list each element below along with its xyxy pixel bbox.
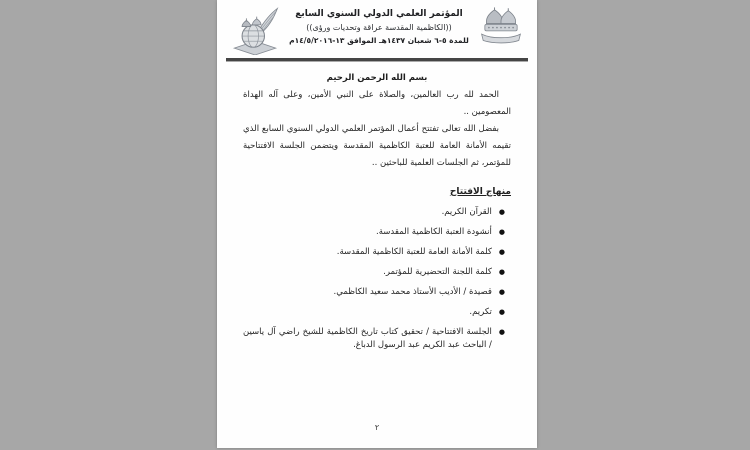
- document-body: [217, 62, 537, 351]
- bullet-icon: ●: [498, 268, 505, 276]
- bullet-icon: ●: [498, 248, 505, 256]
- list-item-text: أنشودة العتبة الكاظمية المقدسة.: [376, 227, 492, 237]
- basmala-line: بسم الله الرحمن الرحيم: [326, 73, 428, 83]
- kadhimiya-shrine-emblem-icon: [475, 5, 527, 47]
- bullet-icon: ●: [498, 308, 505, 316]
- list-item: [243, 246, 505, 259]
- list-item-text: القرآن الكريم.: [441, 207, 492, 217]
- bullet-icon: ●: [498, 228, 505, 236]
- paragraph: الحمد لله رب العالمين، والصلاة على النبي الأمين، وعلى آله الهداة المعصومين ..: [243, 90, 511, 117]
- document-page: [217, 0, 537, 448]
- conference-date-line: للمدة ٥-٦ شعبان ١٤٣٧هـ الموافق ١٣-١٤/٥/٢٠١٦م: [289, 36, 469, 45]
- bullet-icon: ●: [498, 208, 505, 216]
- conference-emblem-icon: [227, 5, 283, 55]
- list-item-text: تكريم.: [469, 307, 492, 317]
- conference-subtitle: ((الكاظمية المقدسة عراقة وتحديات ورؤى)): [306, 23, 452, 32]
- opening-program-list: [243, 206, 511, 351]
- list-item: [243, 266, 505, 279]
- document-header: [217, 0, 537, 55]
- list-item: [243, 286, 505, 299]
- intro-paragraphs: [243, 87, 511, 172]
- paragraph: بفضل الله تعالى تفتتح أعمال المؤتمر العلمي الدولي السنوي السابع الذي تقيمه الأمانة العامة للعتبة الكاظمية المقدسة ويتضمن الجلسة الافتتاحية للمؤتمر، ثم الجلسات العلمية للباحثين ..: [243, 124, 511, 168]
- list-item-text: كلمة الأمانة العامة للعتبة الكاظمية المقدسة.: [336, 247, 492, 257]
- list-item-text: الجلسة الافتتاحية / تحقيق كتاب تاريخ الكاظمية للشيخ راضي آل ياسين / الباحث عبد الكريم عبد الرسول الدباغ.: [243, 327, 492, 350]
- list-item: [243, 226, 505, 239]
- list-item: [243, 306, 505, 319]
- list-item-text: قصيدة / الأديب الأستاذ محمد سعيد الكاظمي.: [333, 287, 492, 297]
- list-item: [243, 206, 505, 219]
- bullet-icon: ●: [498, 288, 505, 296]
- bullet-icon: ●: [498, 328, 505, 336]
- list-item-text: كلمة اللجنة التحضيرية للمؤتمر.: [383, 267, 492, 277]
- list-item: [243, 326, 505, 351]
- header-titles: [283, 5, 475, 47]
- opening-program-heading: منهاج الافتتاح: [449, 187, 511, 197]
- conference-title: المؤتمر العلمي الدولي السنوي السابع: [295, 9, 463, 19]
- page-number: ٢: [374, 423, 380, 432]
